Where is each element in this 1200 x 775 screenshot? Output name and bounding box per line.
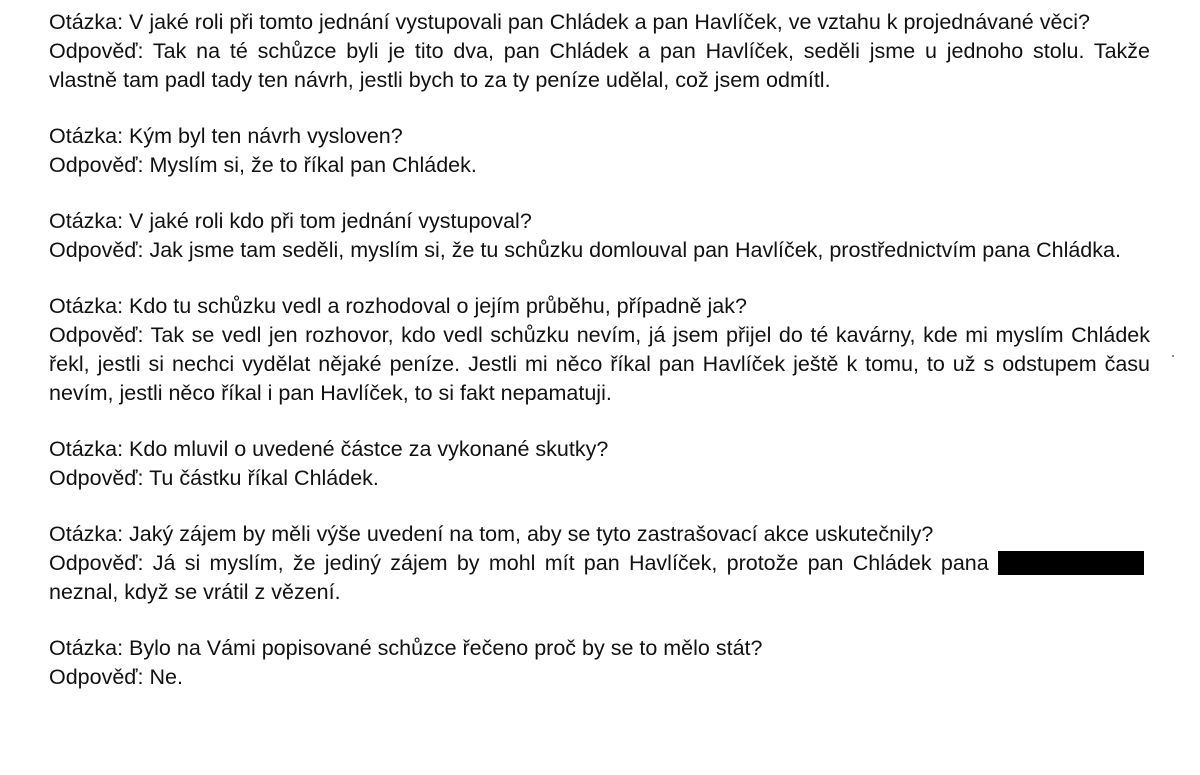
qa-block-4 xyxy=(49,292,1150,408)
qa-block-7 xyxy=(49,634,1150,692)
qa-block-1 xyxy=(49,8,1150,95)
qa-block-2 xyxy=(49,122,1150,180)
question-text: Otázka: Kdo mluvil o uvedené částce za vykonané skutky? xyxy=(49,437,609,461)
answer-text: Odpověď: Tu částku říkal Chládek. xyxy=(49,466,379,490)
answer-text: Odpověď: Tak na té schůzce byli je tito dva, pan Chládek a pan Havlíček, seděli jsme u jednoho stolu. Takže vlastně tam padl tady ten návrh, jestli bych to za ty peníze udělal, což jsem odmítl. xyxy=(49,39,1150,92)
answer-text: Odpověď: Ne. xyxy=(49,665,183,689)
answer-text-part-2: neznal, když se vrátil z vězení. xyxy=(49,580,341,604)
document-page xyxy=(49,8,1150,719)
question-text: Otázka: Kdo tu schůzku vedl a rozhodoval o jejím průběhu, případně jak? xyxy=(49,294,747,318)
question-text: Otázka: Bylo na Vámi popisované schůzce řečeno proč by se to mělo stát? xyxy=(49,636,763,660)
answer-text: Odpověď: Jak jsme tam seděli, myslím si, že tu schůzku domlouval pan Havlíček, prostřednictvím pana Chládka. xyxy=(49,238,1121,262)
answer-text: Odpověď: Myslím si, že to říkal pan Chládek. xyxy=(49,153,477,177)
qa-block-5 xyxy=(49,435,1150,493)
answer-text-part-1: Odpověď: Já si myslím, že jediný zájem by mohl mít pan Havlíček, protože pan Chládek pana xyxy=(49,551,989,575)
question-text: Otázka: Jaký zájem by měli výše uvedení na tom, aby se tyto zastrašovací akce uskutečnily? xyxy=(49,522,934,546)
qa-block-6 xyxy=(49,520,1150,607)
redaction-bar xyxy=(998,551,1144,575)
qa-block-3 xyxy=(49,207,1150,265)
question-text: Otázka: V jaké roli při tomto jednání vystupovali pan Chládek a pan Havlíček, ve vztahu k projednávané věci? xyxy=(49,10,1090,34)
question-text: Otázka: Kým byl ten návrh vysloven? xyxy=(49,124,403,148)
answer-text: Odpověď: Tak se vedl jen rozhovor, kdo vedl schůzku nevím, já jsem přijel do té kavárny, kde mi myslím Chládek řekl, jestli si nechci vydělat nějaké peníze. Jestli mi něco říkal pan Havlíček ještě k tomu, to už s odstupem času nevím, jestli něco říkal i pan Havlíček, to si fakt nepamatuji. xyxy=(49,323,1150,405)
scan-speck xyxy=(1172,355,1174,357)
answer-text-redacted xyxy=(49,549,1150,607)
question-text: Otázka: V jaké roli kdo při tom jednání vystupoval? xyxy=(49,209,532,233)
